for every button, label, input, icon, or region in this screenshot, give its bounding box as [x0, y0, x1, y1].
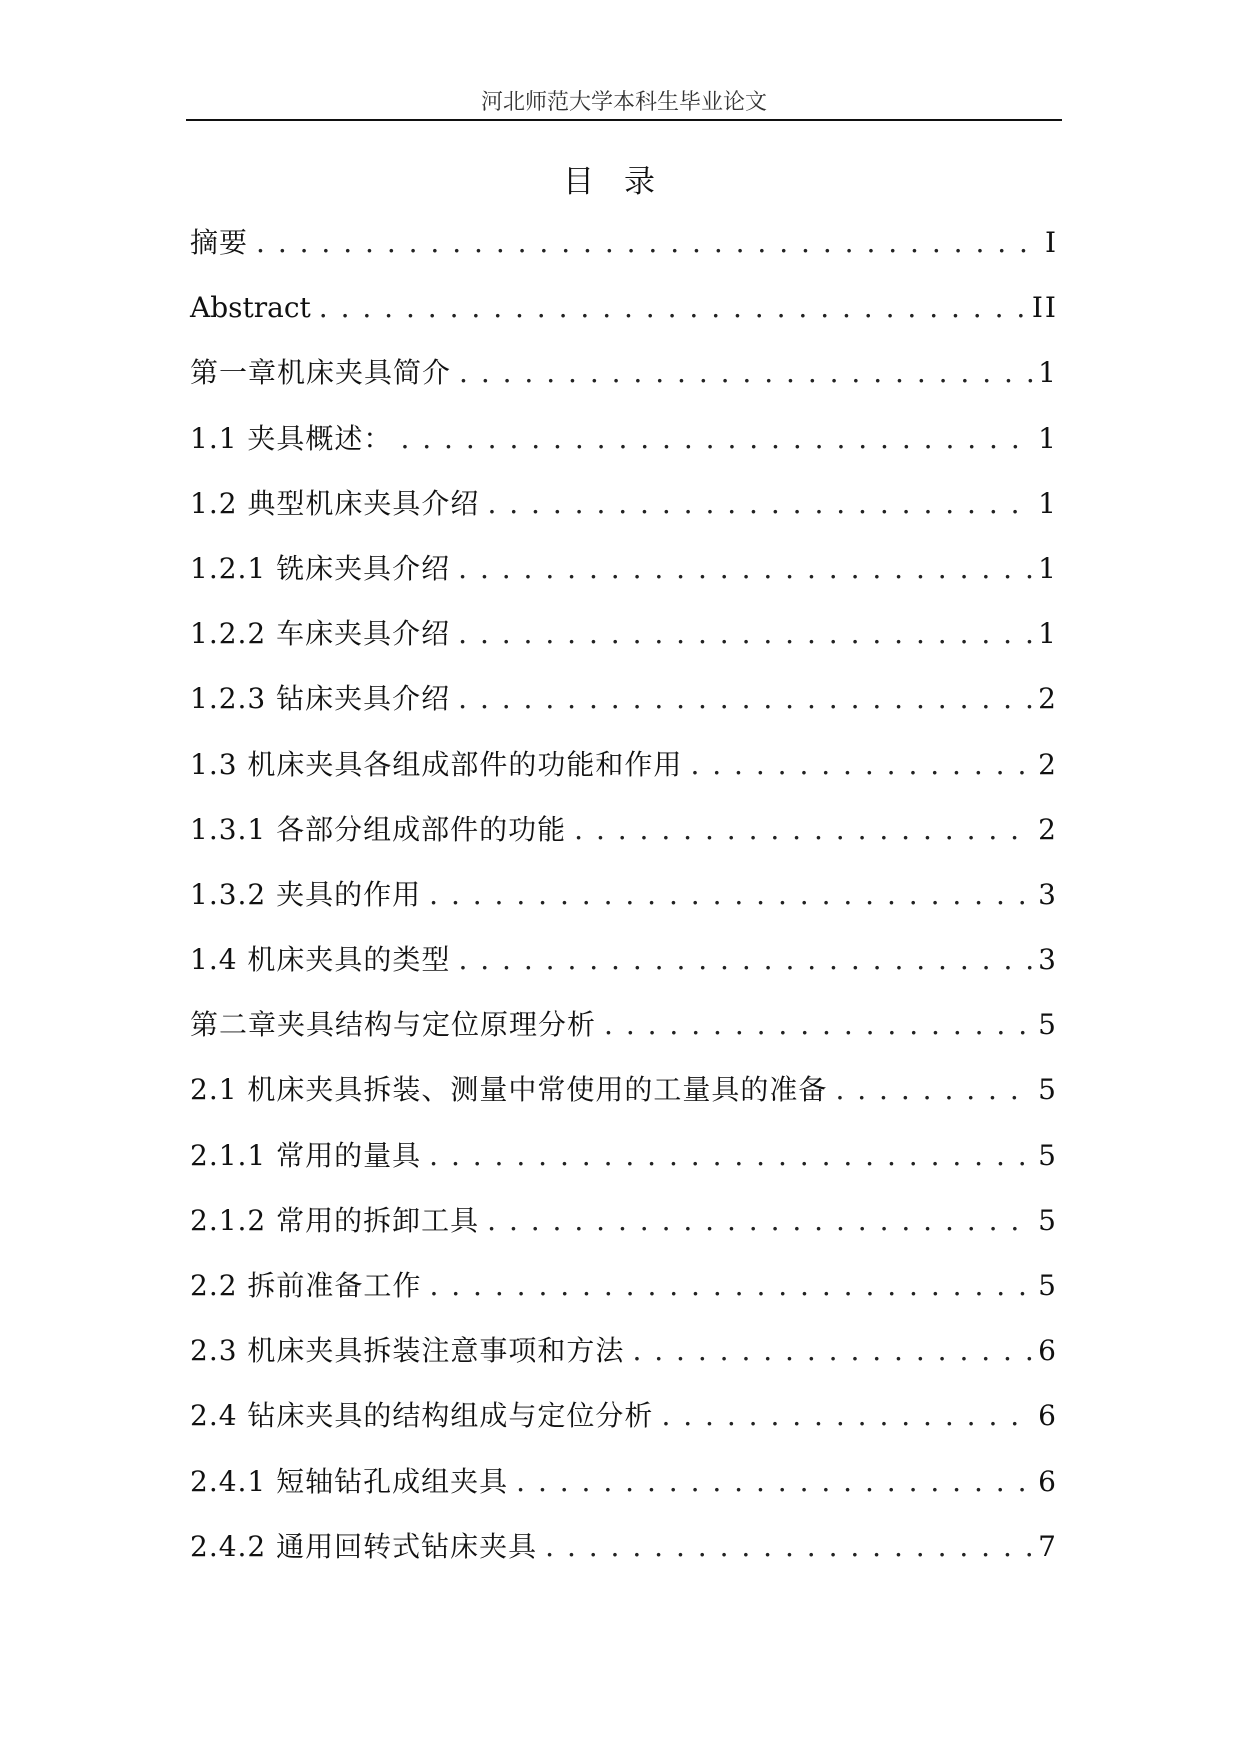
toc-leader-dots: [574, 812, 1034, 848]
toc-entry-label: 1.2 典型机床夹具介绍: [190, 486, 480, 520]
running-header: 河北师范大学本科生毕业论文: [480, 90, 767, 115]
toc-leader-dots: [487, 486, 1034, 522]
toc-entry-label: 1.2.1 铣床夹具介绍: [190, 551, 451, 585]
toc-entry[interactable]: [190, 1268, 1058, 1333]
toc-entry-label: 2.4.1 短轴钻孔成组夹具: [190, 1464, 509, 1498]
toc-leader-dots: [690, 747, 1034, 783]
toc-entry-page: 1: [1038, 486, 1058, 520]
toc-entry-label: 2.4 钻床夹具的结构组成与定位分析: [190, 1399, 654, 1433]
toc-leader-dots: [429, 1138, 1034, 1174]
toc-entry-page: 2: [1038, 682, 1058, 716]
toc-entry-label: 2.3 机床夹具拆装注意事项和方法: [190, 1334, 625, 1368]
toc-entry[interactable]: [190, 1072, 1058, 1137]
toc-entry-label: 2.1.2 常用的拆卸工具: [190, 1203, 480, 1237]
toc-entry-page: 3: [1038, 943, 1058, 977]
toc-entry-page: 1: [1038, 551, 1058, 585]
toc-leader-dots: [545, 1529, 1034, 1565]
toc-leader-dots: [458, 681, 1034, 717]
toc-entry-label: 2.1 机床夹具拆装、测量中常使用的工量具的准备: [190, 1073, 828, 1107]
toc-entry-page: 5: [1038, 1269, 1058, 1302]
toc-entry-page: 7: [1038, 1529, 1058, 1563]
toc-entry[interactable]: [190, 486, 1058, 551]
toc-entry-label: 1.3.2 夹具的作用: [190, 877, 422, 911]
toc-entry-page: 2: [1038, 747, 1058, 781]
toc-entry-label: 1.2.2 车床夹具介绍: [190, 617, 451, 651]
toc-leader-dots: [604, 1007, 1034, 1043]
toc-leader-dots: [458, 551, 1034, 587]
toc-entry-label: 摘要: [190, 226, 249, 259]
toc-entry[interactable]: [190, 1529, 1058, 1594]
toc-leader-dots: [835, 1072, 1034, 1108]
toc-entry-label: 1.4 机床夹具的类型: [190, 943, 451, 977]
toc-entry[interactable]: [190, 1333, 1058, 1398]
toc-entry[interactable]: [190, 1007, 1058, 1072]
toc-entry-page: II: [1031, 291, 1058, 325]
toc-entry-page: 5: [1038, 1138, 1058, 1172]
toc-leader-dots: [458, 616, 1034, 652]
toc-entry-label: 第二章夹具结构与定位原理分析: [190, 1008, 597, 1042]
toc-leader-dots: [256, 225, 1041, 261]
toc-leader-dots: [458, 942, 1034, 978]
toc-entry-page: 5: [1038, 1073, 1058, 1107]
toc-entry-page: 6: [1038, 1464, 1058, 1498]
toc-entry[interactable]: [190, 1203, 1058, 1268]
toc-leader-dots: [487, 1203, 1034, 1239]
toc-entry[interactable]: [190, 812, 1058, 877]
toc-leader-dots: [661, 1398, 1034, 1434]
toc-entry-label: 2.1.1 常用的量具: [190, 1138, 422, 1172]
toc-entry-page: 2: [1038, 812, 1058, 846]
toc-entry-page: 3: [1038, 877, 1058, 911]
toc-entry[interactable]: [190, 421, 1058, 486]
toc-leader-dots: [632, 1333, 1034, 1369]
header-rule: [186, 119, 1062, 121]
toc-leader-dots: [429, 877, 1034, 913]
toc-list: [190, 225, 1058, 1594]
toc-entry-label: Abstract: [190, 291, 311, 325]
toc-title: 目录: [563, 164, 685, 200]
toc-entry-label: 1.1 夹具概述：: [190, 421, 393, 455]
toc-entry[interactable]: [190, 942, 1058, 1007]
toc-leader-dots: [516, 1464, 1034, 1500]
toc-entry-page: 1: [1038, 356, 1058, 390]
toc-entry[interactable]: [190, 1398, 1058, 1463]
toc-entry-label: 2.4.2 通用回转式钻床夹具: [190, 1529, 538, 1563]
toc-entry[interactable]: [190, 225, 1058, 290]
toc-leader-dots: [459, 355, 1034, 391]
toc-leader-dots: [319, 290, 1028, 326]
toc-entry[interactable]: [190, 1138, 1058, 1203]
toc-entry-page: 6: [1038, 1334, 1058, 1368]
toc-entry-page: 1: [1038, 617, 1058, 651]
toc-entry-label: 第一章机床夹具简介: [190, 356, 452, 390]
toc-entry-page: 5: [1038, 1008, 1058, 1042]
toc-entry[interactable]: [190, 747, 1058, 812]
toc-entry[interactable]: [190, 1464, 1058, 1529]
toc-entry-page: 1: [1038, 421, 1058, 455]
toc-entry[interactable]: [190, 551, 1058, 616]
toc-entry[interactable]: [190, 877, 1058, 942]
toc-entry-label: 1.3.1 各部分组成部件的功能: [190, 812, 567, 846]
toc-leader-dots: [400, 421, 1034, 457]
toc-entry[interactable]: [190, 681, 1058, 746]
toc-entry-page: 5: [1038, 1203, 1058, 1237]
toc-leader-dots: [429, 1268, 1034, 1304]
toc-entry-page: 6: [1038, 1399, 1058, 1433]
toc-entry-label: 1.2.3 钻床夹具介绍: [190, 682, 451, 716]
toc-entry-label: 1.3 机床夹具各组成部件的功能和作用: [190, 747, 683, 781]
toc-entry[interactable]: [190, 355, 1058, 420]
toc-entry[interactable]: [190, 290, 1058, 355]
toc-entry-page: I: [1044, 226, 1058, 259]
toc-entry-label: 2.2 拆前准备工作: [190, 1269, 422, 1302]
toc-entry[interactable]: [190, 616, 1058, 681]
